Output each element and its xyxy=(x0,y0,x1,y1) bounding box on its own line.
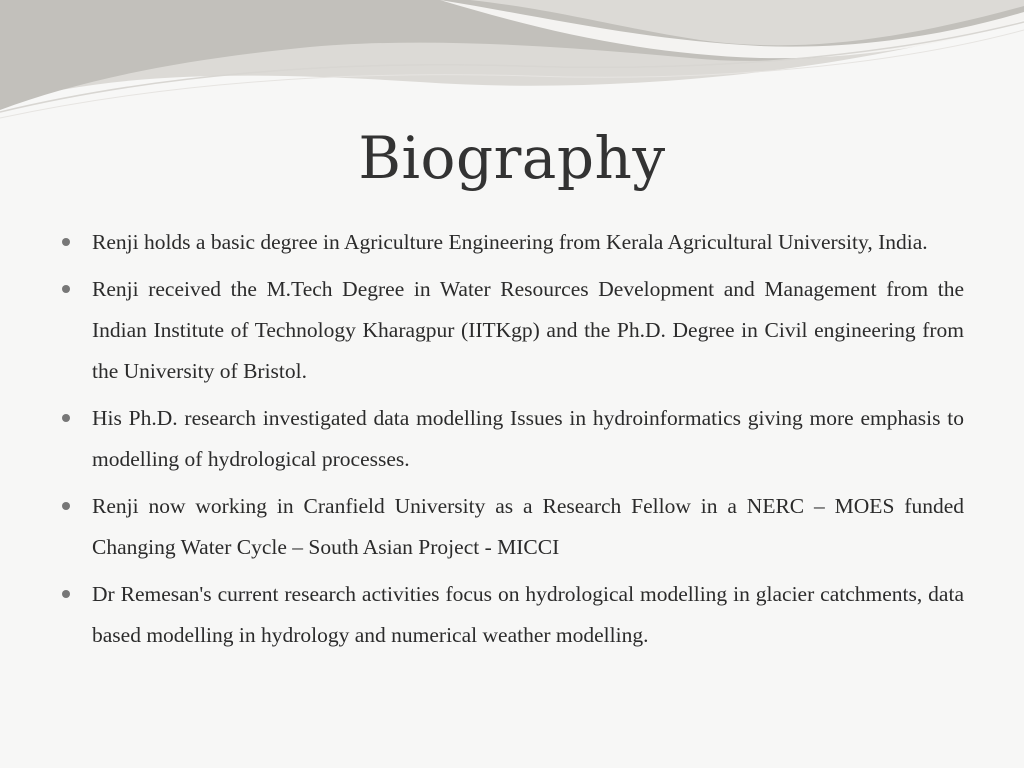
bullet-text: Renji received the M.Tech Degree in Water Resources Development and Management from the Indian Institute of Technology Kharagpur (IITKgp) and the Ph.D. Degree in Civil engineering from the University of Bristol. xyxy=(92,277,964,383)
header-wave-decoration xyxy=(0,0,1024,130)
list-item xyxy=(60,398,964,480)
list-item xyxy=(60,486,964,568)
slide-title: Biography xyxy=(358,124,666,192)
list-item xyxy=(60,574,964,656)
bullet-text: Renji now working in Cranfield University as a Research Fellow in a NERC – MOES funded Changing Water Cycle – South Asian Project - MICCI xyxy=(92,494,964,559)
bullet-text: Renji holds a basic degree in Agriculture Engineering from Kerala Agricultural University, India. xyxy=(92,230,928,254)
bullet-icon xyxy=(62,502,70,510)
bullet-icon xyxy=(62,285,70,293)
bullet-icon xyxy=(62,238,70,246)
bullet-icon xyxy=(62,414,70,422)
bullet-text: Dr Remesan's current research activities focus on hydrological modelling in glacier catchments, data based modelling in hydrology and numerical weather modelling. xyxy=(92,582,964,647)
bullet-icon xyxy=(62,590,70,598)
bullet-text: His Ph.D. research investigated data modelling Issues in hydroinformatics giving more emphasis to modelling of hydrological processes. xyxy=(92,406,964,471)
bullet-list xyxy=(60,222,964,662)
list-item xyxy=(60,222,964,263)
list-item xyxy=(60,269,964,392)
